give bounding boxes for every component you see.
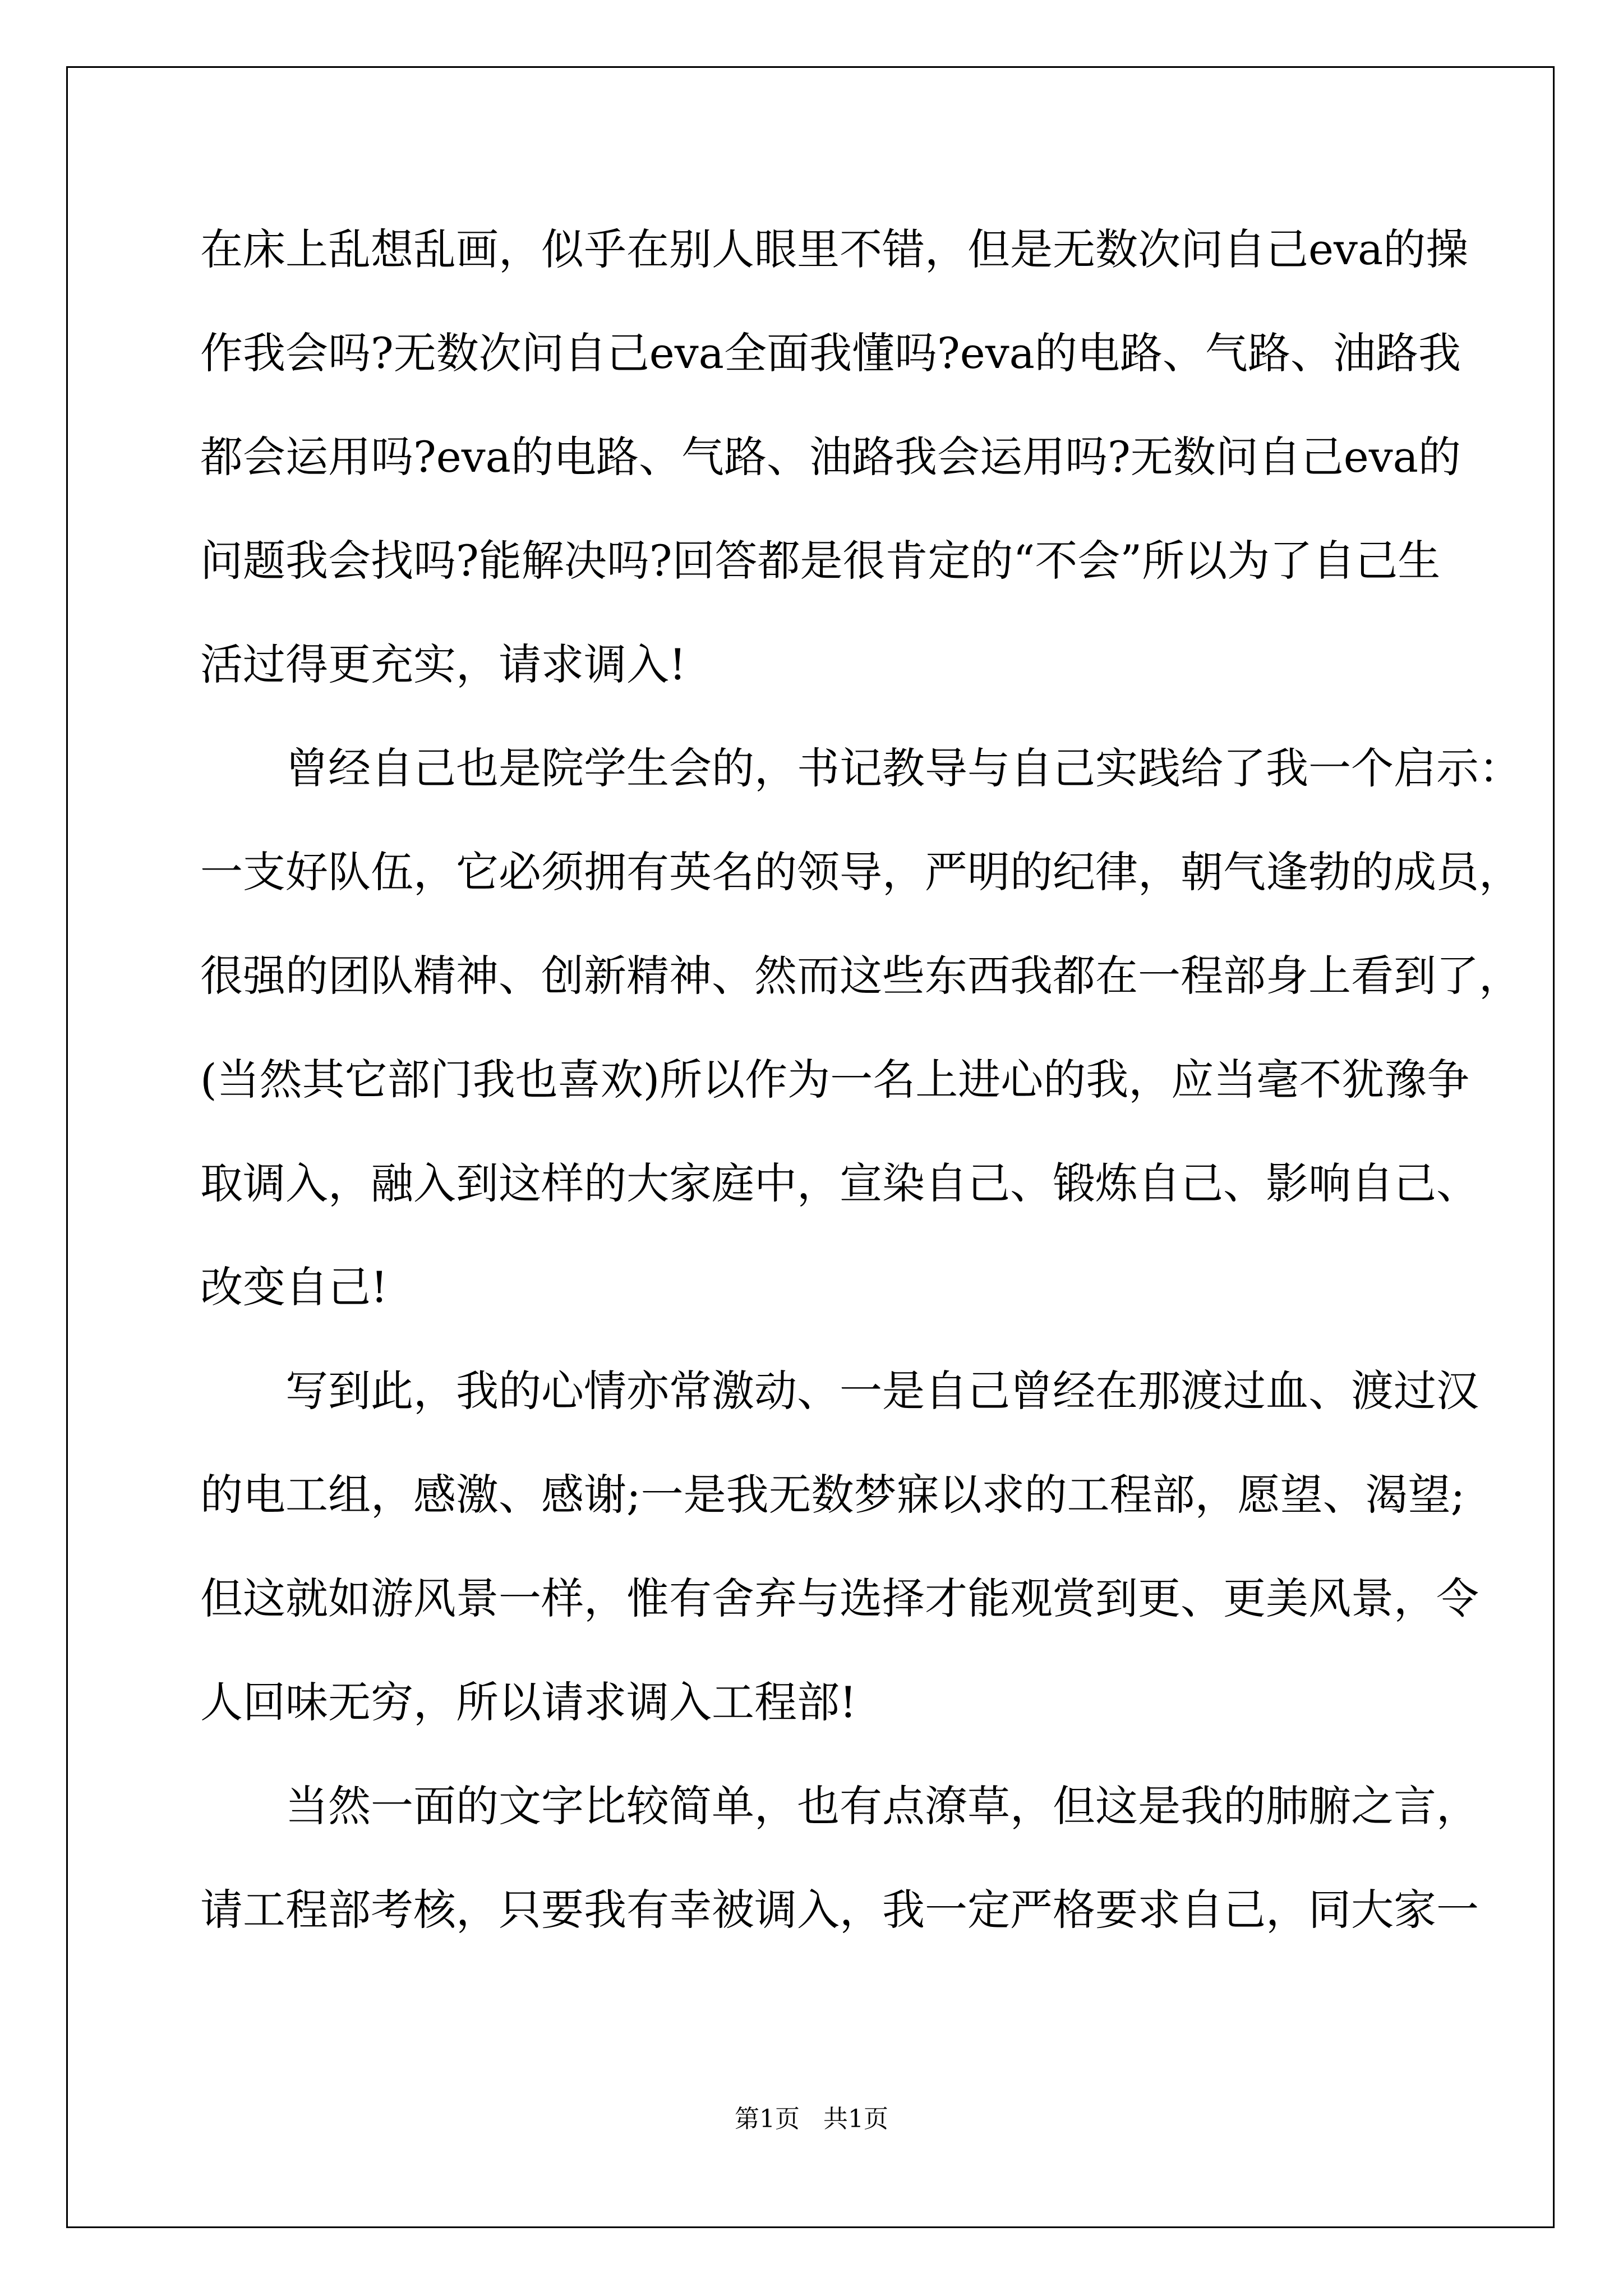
text-line: 但这就如游风景一样，惟有舍弃与选择才能观赏到更、更美风景，令 xyxy=(200,1573,1479,1623)
page-number-total: 共1页 xyxy=(823,2105,888,2133)
paragraph-first-line: 写到此，我的心情亦常激动、一是自己曾经在那渡过血、渡过汉 xyxy=(285,1366,1479,1416)
text-line: 问题我会找吗?能解决吗?回答都是很肯定的“不会”所以为了自己生 xyxy=(200,536,1441,586)
page-footer xyxy=(0,2102,1623,2136)
text-line: 人回味无穷，所以请求调入工程部! xyxy=(200,1677,857,1727)
text-line: 一支好队伍，它必须拥有英名的领导，严明的纪律，朝气逢勃的成员， xyxy=(200,847,1521,897)
text-line: 作我会吗?无数次问自己eva全面我懂吗?eva的电路、气路、油路我 xyxy=(200,328,1461,378)
text-line: 的电工组，感激、感谢;一是我无数梦寐以求的工程部，愿望、渴望; xyxy=(200,1470,1465,1520)
text-line: 取调入，融入到这样的大家庭中，宣染自己、锻炼自己、影响自己、 xyxy=(200,1158,1479,1208)
text-line: 请工程部考核，只要我有幸被调入，我一定严格要求自己，同大家一 xyxy=(200,1885,1479,1935)
text-line: (当然其它部门我也喜欢)所以作为一名上进心的我，应当毫不犹豫争 xyxy=(200,1055,1470,1105)
paragraph-first-line: 当然一面的文字比较简单，也有点潦草，但这是我的肺腑之言， xyxy=(285,1781,1479,1831)
text-line: 改变自己! xyxy=(200,1262,388,1312)
text-line: 都会运用吗?eva的电路、气路、油路我会运用吗?无数问自己eva的 xyxy=(200,432,1461,482)
text-line: 活过得更充实，请求调入! xyxy=(200,639,686,689)
paragraph-first-line: 曾经自己也是院学生会的，书记教导与自己实践给了我一个启示： xyxy=(285,743,1521,793)
text-line: 很强的团队精神、创新精神、然而这些东西我都在一程部身上看到了， xyxy=(200,951,1521,1001)
page-number-current: 第1页 xyxy=(735,2105,800,2133)
text-line: 在床上乱想乱画，似乎在别人眼里不错，但是无数次问自己eva的操 xyxy=(200,224,1469,274)
